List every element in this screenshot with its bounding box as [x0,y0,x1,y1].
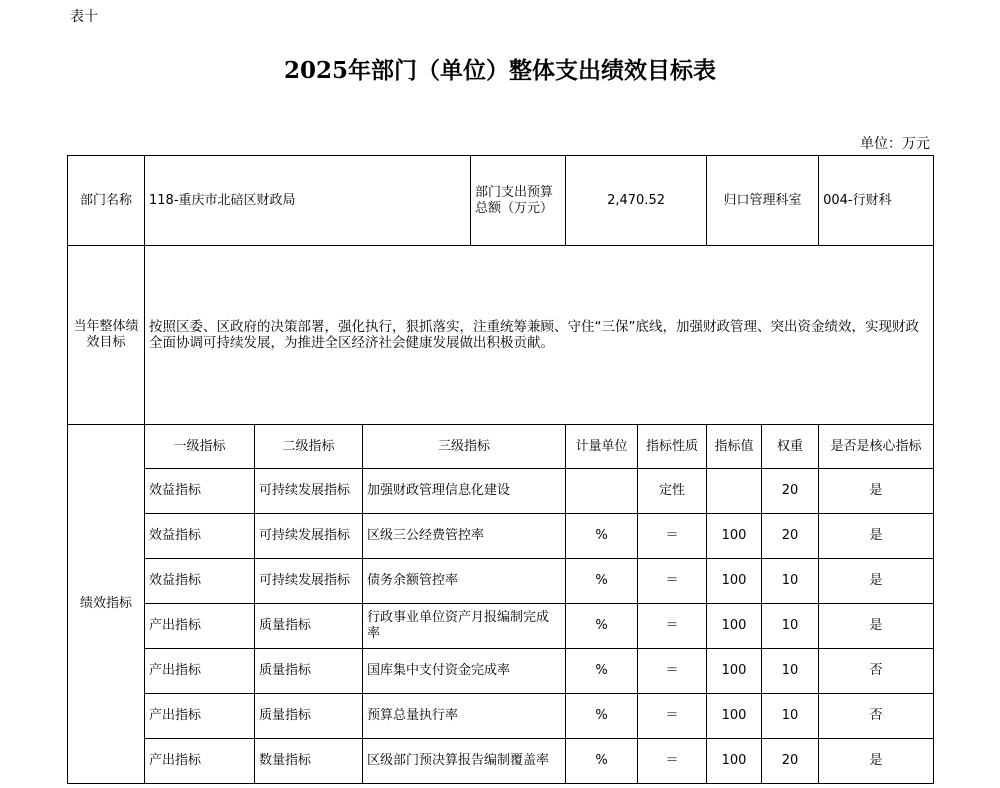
goal-row [68,246,934,425]
value-cell: 100 [707,739,762,784]
budget-total-label: 部门支出预算总额（万元） [471,156,566,246]
column-header: 二级指标 [255,425,363,469]
unit-cell: % [566,604,638,649]
indicator-header-row [68,425,934,469]
table-row [68,739,934,784]
weight-cell: 10 [762,604,819,649]
budget-total-value: 2,470.52 [566,156,707,246]
table-row [68,649,934,694]
core-cell: 是 [819,604,934,649]
level3-cell: 债务余额管控率 [363,559,566,604]
level3-cell: 预算总量执行率 [363,694,566,739]
level3-cell: 国库集中支付资金完成率 [363,649,566,694]
weight-cell: 20 [762,514,819,559]
column-header: 权重 [762,425,819,469]
level2-cell: 可持续发展指标 [255,469,363,514]
mgmt-office-label: 归口管理科室 [707,156,819,246]
value-cell: 100 [707,559,762,604]
core-cell: 是 [819,739,934,784]
unit-cell [566,469,638,514]
level3-cell: 行政事业单位资产月报编制完成率 [363,604,566,649]
goal-text: 按照区委、区政府的决策部署，强化执行，狠抓落实，注重统筹兼顾、守住“三保”底线，加强财政管理、突出资金绩效，实现财政全面协调可持续发展，为推进全区经济社会健康发展做出积极贡献。 [145,246,934,425]
level1-cell: 产出指标 [145,604,255,649]
nature-cell: ＝ [638,514,707,559]
unit-cell: % [566,649,638,694]
table-number-label: 表十 [70,9,98,25]
header-row [68,156,934,246]
core-cell: 否 [819,694,934,739]
performance-target-table [67,155,934,784]
level3-cell: 区级三公经费管控率 [363,514,566,559]
nature-cell: 定性 [638,469,707,514]
dept-name-label: 部门名称 [68,156,145,246]
level2-cell: 质量指标 [255,604,363,649]
level1-cell: 产出指标 [145,649,255,694]
page-title: 2025年部门（单位）整体支出绩效目标表 [283,57,716,84]
level1-cell: 效益指标 [145,514,255,559]
table-row [68,559,934,604]
goal-label: 当年整体绩效目标 [68,246,145,425]
core-cell: 是 [819,514,934,559]
unit-cell: % [566,559,638,604]
value-cell: 100 [707,514,762,559]
nature-cell: ＝ [638,559,707,604]
column-header: 指标值 [707,425,762,469]
column-header: 计量单位 [566,425,638,469]
core-cell: 是 [819,469,934,514]
level1-cell: 效益指标 [145,469,255,514]
value-cell [707,469,762,514]
unit-cell: % [566,514,638,559]
nature-cell: ＝ [638,649,707,694]
level2-cell: 可持续发展指标 [255,514,363,559]
level2-cell: 可持续发展指标 [255,559,363,604]
weight-cell: 10 [762,649,819,694]
level1-cell: 产出指标 [145,694,255,739]
level2-cell: 数量指标 [255,739,363,784]
level2-cell: 质量指标 [255,694,363,739]
table-row [68,694,934,739]
value-cell: 100 [707,649,762,694]
column-header: 指标性质 [638,425,707,469]
level1-cell: 效益指标 [145,559,255,604]
level1-cell: 产出指标 [145,739,255,784]
table-row [68,514,934,559]
core-cell: 否 [819,649,934,694]
core-cell: 是 [819,559,934,604]
weight-cell: 10 [762,559,819,604]
weight-cell: 20 [762,739,819,784]
level2-cell: 质量指标 [255,649,363,694]
nature-cell: ＝ [638,694,707,739]
value-cell: 100 [707,604,762,649]
mgmt-office-value: 004-行财科 [819,156,934,246]
column-header: 是否是核心指标 [819,425,934,469]
nature-cell: ＝ [638,604,707,649]
unit-label: 单位：万元 [860,136,930,152]
value-cell: 100 [707,694,762,739]
level3-cell: 区级部门预决算报告编制覆盖率 [363,739,566,784]
weight-cell: 10 [762,694,819,739]
dept-name-value: 118-重庆市北碚区财政局 [145,156,471,246]
table-row [68,604,934,649]
column-header: 一级指标 [145,425,255,469]
table-row [68,469,934,514]
level3-cell: 加强财政管理信息化建设 [363,469,566,514]
column-header: 三级指标 [363,425,566,469]
indicator-section-label: 绩效指标 [68,425,145,784]
unit-cell: % [566,694,638,739]
weight-cell: 20 [762,469,819,514]
unit-cell: % [566,739,638,784]
nature-cell: ＝ [638,739,707,784]
